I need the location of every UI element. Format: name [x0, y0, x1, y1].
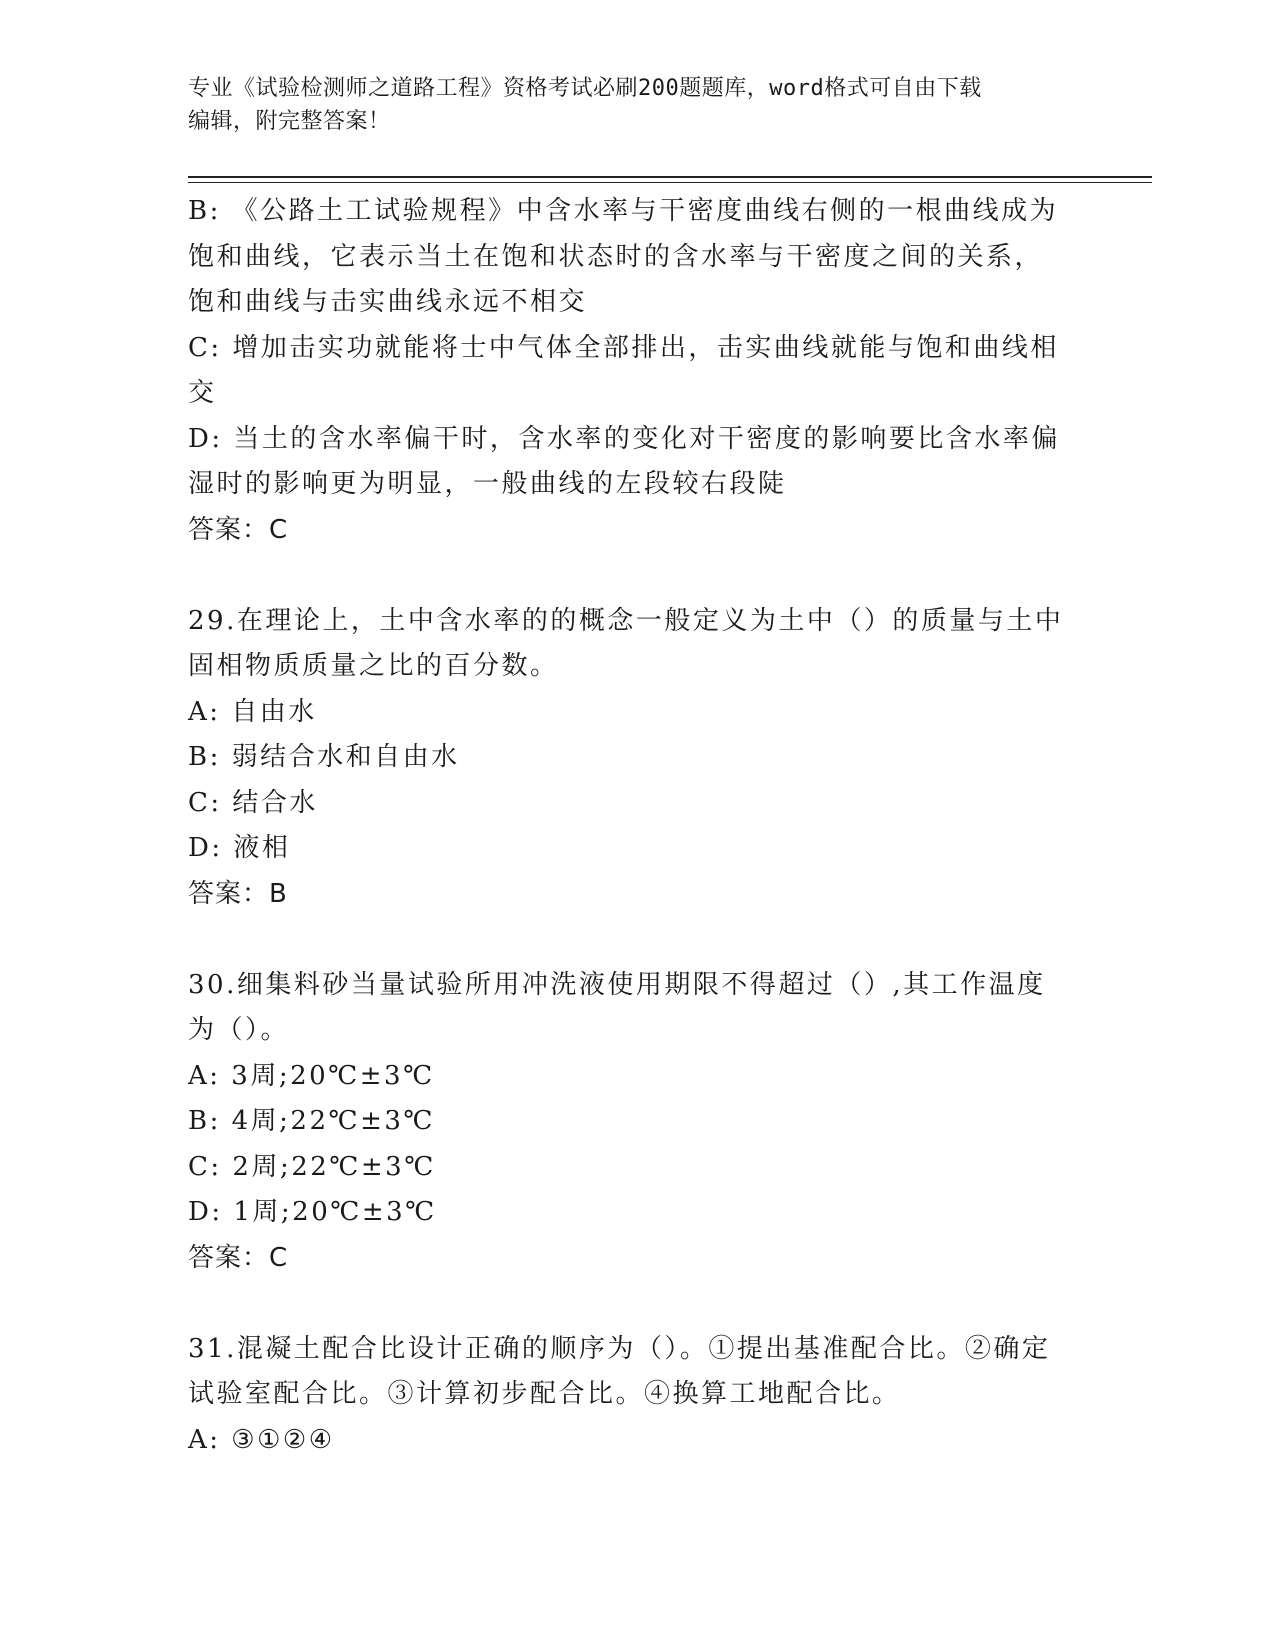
document-header [188, 72, 1068, 138]
q30-option-d: D: 1周;20℃±3℃ [188, 1197, 437, 1227]
spacer [188, 553, 1068, 599]
header-title-line-2: 编辑，附完整答案！ [188, 109, 391, 134]
q29-option-a: A: 自由水 [188, 696, 317, 727]
answer-line: 答案：C [188, 514, 289, 545]
option-d-line-1: D: 当土的含水率偏干时，含水率的变化对干密度的影响要比含水率偏 [188, 423, 1060, 454]
option-b-line-1: B: 《公路土工试验规程》中含水率与干密度曲线右侧的一根曲线成为 [188, 196, 1059, 226]
q29-stem-line-1: 29.在理论上，土中含水率的的概念一般定义为土中（）的质量与土中 [188, 605, 1064, 636]
q30-stem-line-2: 为（）。 [188, 1015, 290, 1045]
q31-option-a: A: ③①②④ [188, 1424, 335, 1455]
q31-stem-line-1: 31.混凝土配合比设计正确的顺序为（）。①提出基准配合比。②确定 [188, 1333, 1051, 1364]
q29-answer: 答案：B [188, 878, 288, 909]
q31-stem-line-2: 试验室配合比。③计算初步配合比。④换算工地配合比。 [188, 1379, 901, 1409]
option-c-line-2: 交 [188, 378, 217, 408]
q30-option-a: A: 3周;20℃±3℃ [188, 1060, 435, 1091]
option-b-line-3: 饱和曲线与击实曲线永远不相交 [188, 287, 588, 317]
option-d-line-2: 湿时的影响更为明显，一般曲线的左段较右段陡 [188, 469, 787, 499]
option-c-line-1: C: 增加击实功就能将士中气体全部排出，击实曲线就能与饱和曲线相 [188, 332, 1059, 363]
q30-option-b: B: 4周;22℃±3℃ [188, 1106, 436, 1136]
q30-option-c: C: 2周;22℃±3℃ [188, 1151, 436, 1182]
q30-answer: 答案：C [188, 1242, 289, 1273]
option-b-line-2: 饱和曲线，它表示当土在饱和状态时的含水率与干密度之间的关系， [188, 241, 1044, 272]
q29-option-d: D: 液相 [188, 833, 291, 863]
header-title-line-1: 专业《试验检测师之道路工程》资格考试必刷200题题库，word格式可自由下载 [188, 76, 982, 101]
header-divider-thick [188, 176, 1152, 178]
spacer [188, 1281, 1068, 1327]
question-content [188, 189, 1068, 1463]
header-divider-thin [188, 182, 1152, 183]
q29-option-b: B: 弱结合水和自由水 [188, 742, 460, 772]
spacer [188, 917, 1068, 963]
q29-option-c: C: 结合水 [188, 787, 318, 818]
q29-stem-line-2: 固相物质质量之比的百分数。 [188, 651, 559, 681]
q30-stem-line-1: 30.细集料砂当量试验所用冲洗液使用期限不得超过（）,其工作温度 [188, 969, 1046, 1000]
